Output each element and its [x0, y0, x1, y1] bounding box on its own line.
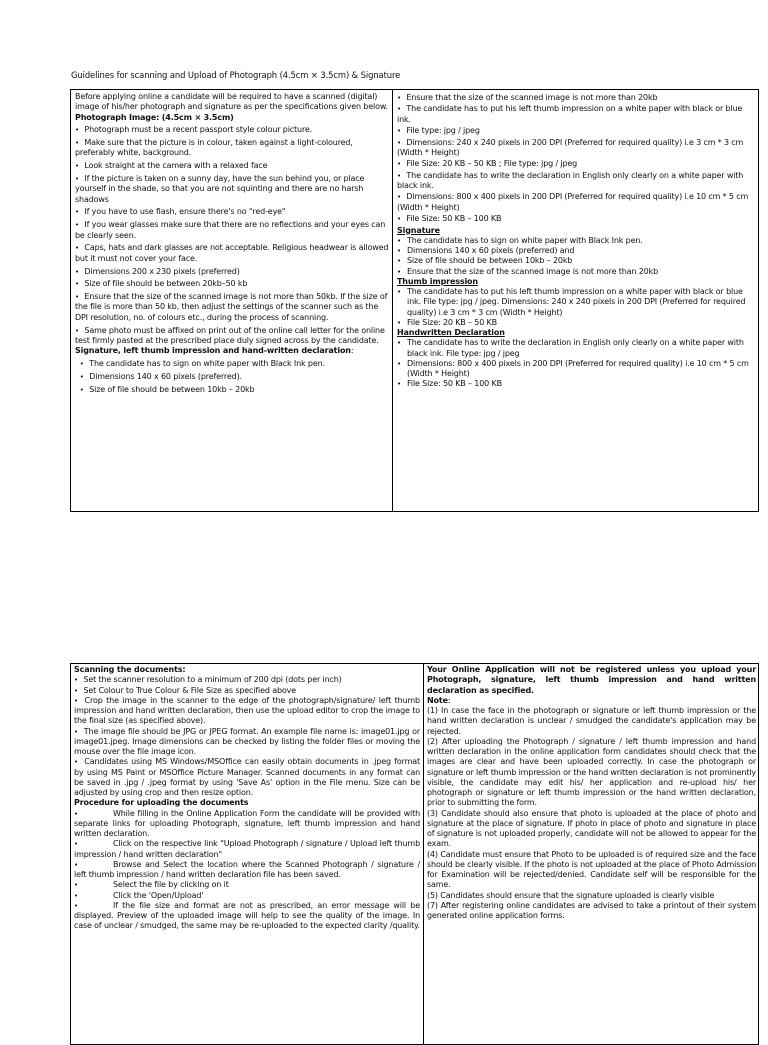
bullet-icon: • — [75, 293, 79, 302]
signature-subheading: Signature — [397, 225, 440, 235]
bullet-icon: • — [74, 891, 78, 900]
photo-spec-cell — [71, 90, 393, 511]
list-item: • The candidate has to put his left thumb impression on a white paper with black or blue ink. — [397, 104, 743, 124]
bullet-icon: • — [79, 385, 84, 394]
bullet-icon: • — [74, 901, 78, 910]
bullet-icon: • — [74, 860, 78, 869]
list-item: • Caps, hats and dark glasses are not acceptable. Religious headwear is allowed but it must not cover your face. — [75, 243, 389, 263]
list-item: • Ensure that the size of the scanned image is not more than 20kb — [397, 266, 659, 276]
scanning-heading: Scanning the documents: — [74, 665, 186, 674]
note-item: (7) After registering online candidates are advised to take a printout of their system generated online application forms. — [427, 900, 756, 920]
bullet-icon: • — [397, 160, 401, 169]
list-item: • If the file size and format are not as prescribed, an error message will be displayed. Preview of the uploaded image will help to see the quality of the image. In case of unclear / smudged, the same may be re-uploaded to the expected clarity /quality. — [74, 900, 420, 931]
list-item: • Crop the image in the scanner to the edge of the photograph/signature/ left thumb impression and hand written declaration, then use the upload editor to crop the image to the final size (as specified above). — [74, 695, 420, 726]
list-item: • The candidate has to write the declaration in English only clearly on a white paper with black ink. — [397, 170, 744, 190]
bullet-icon: • — [75, 221, 79, 230]
list-item: • Make sure that the picture is in colour, taken against a light-coloured, preferably white, background. — [75, 138, 353, 158]
list-item: • Size of file should be between 10kb – 20kb — [397, 256, 573, 266]
bullet-icon: • — [75, 244, 79, 253]
list-item: • The candidate has to write the declaration in English only clearly on a white paper with black ink. File type: jpg / jpeg — [397, 338, 744, 358]
photo-list — [75, 125, 389, 346]
bullet-icon: • — [75, 267, 79, 276]
list-item: • Size of file should be between 10kb – 20kb — [79, 384, 255, 394]
list-item: • Dimensions 140 x 60 pixels (preferred). — [79, 371, 242, 381]
bullet-icon: • — [79, 359, 84, 368]
bullet-icon: • — [397, 215, 401, 224]
list-item: • If you have to use flash, ensure there's no "red-eye" — [75, 207, 286, 217]
list-item: • Click the 'Open/Upload' — [74, 890, 204, 900]
list-item: • Set Colour to True Colour & File Size as specified above — [74, 685, 296, 695]
list-item: • Photograph must be a recent passport style colour picture. — [75, 125, 313, 135]
note-label: Note: — [427, 695, 451, 705]
list-item: • Same photo must be affixed on print out of the online call letter for the online test firmly pasted at the prescribed place duly signed across by the candidate. — [75, 325, 385, 345]
bullet-icon: • — [74, 696, 78, 705]
list-item: • File Size: 50 KB – 100 KB — [397, 214, 502, 224]
bullet-icon: • — [75, 162, 79, 171]
list-item: • File Size: 20 KB – 50 KB ; File type: jpg / jpeg — [397, 159, 578, 169]
bullet-icon: • — [397, 318, 401, 327]
bullet-icon: • — [397, 171, 401, 180]
bullet-icon: • — [74, 758, 78, 767]
list-item: • File Size: 20 KB – 50 KB — [397, 317, 497, 327]
list-item: • Ensure that the size of the scanned image is not more than 50kb. If the size of the file is more than 50 kb, then adjust the settings of the scanner such as the DPI resolution, no. of colours etc., during the process of scanning. — [75, 292, 388, 322]
list-item: • Size of file should be between 20kb–50 kb — [75, 279, 248, 289]
bullet-icon: • — [74, 727, 78, 736]
thumb-decl-list — [397, 93, 755, 224]
list-item: • The candidate has to sign on white paper with Black Ink pen. — [397, 235, 643, 245]
bullet-icon: • — [75, 208, 79, 217]
bullet-icon: • — [397, 94, 401, 102]
declaration-subheading: Handwritten Declaration — [397, 328, 505, 337]
bullet-icon: • — [397, 138, 401, 147]
list-item: • The candidate has to sign on white paper with Black Ink pen. — [79, 358, 325, 368]
bullet-icon: • — [74, 686, 78, 695]
procedure-table — [70, 663, 759, 1045]
bullet-icon: • — [397, 359, 401, 368]
bullet-icon: • — [75, 175, 79, 184]
bullet-icon: • — [397, 339, 401, 348]
list-item: • Select the file by clicking on it — [74, 880, 229, 890]
bullet-icon: • — [79, 372, 84, 381]
bullet-icon: • — [397, 380, 401, 389]
note-item: (1) In case the face in the photograph or signature or left thumb impression or the hand written declaration is unclear / smudged the candidate's application may be rejected. — [427, 706, 756, 736]
document-title: Guidelines for scanning and Upload of Photograph (4.5cm × 3.5cm) & Signature — [71, 70, 401, 80]
list-item: • File type: jpg / jpeg — [397, 126, 480, 136]
specifications-table — [70, 89, 759, 512]
note-item: (5) Candidates should ensure that the signature uploaded is clearly visible — [427, 890, 715, 900]
list-item: • Ensure that the size of the scanned image is not more than 20kb — [397, 93, 658, 102]
procedure-heading: Procedure for uploading the documents — [74, 798, 249, 808]
list-item: • Dimensions: 240 x 240 pixels in 200 DPI (Preferred for required quality) i.e 3 cm * 3 cm (Width * Height) — [397, 137, 744, 157]
notes-cell — [424, 664, 758, 1044]
thumb-subheading: Thumb impression — [397, 276, 478, 286]
list-item: • Candidates using MS Windows/MSOffice can easily obtain documents in .jpeg format by using MS Paint or MSOffice Picture Manager. Scanned documents in any format can be saved in .jpg / .jpeg format by using 'Save As' option in the File menu. Size can be adjusted by using crop and then resize option. — [74, 757, 420, 797]
scanning-cell — [71, 664, 424, 1044]
list-item: • Browse and Select the location where the Scanned Photograph / signature / left thumb impression / hand written declaration file has been saved. — [74, 859, 420, 879]
list-item: • Dimensions 200 x 230 pixels (preferred) — [75, 266, 240, 276]
list-item: • The image file should be JPG or JPEG format. An example file name is: image01.jpg or image01.jpeg. Image dimensions can be checked by listing the folder files or moving the mouse over the file image icon. — [74, 726, 420, 756]
signature-heading: Signature, left thumb impression and hand-written declaration: — [75, 346, 354, 356]
signature-list — [75, 359, 389, 395]
list-item: • If the picture is taken on a sunny day, have the sun behind you, or place yourself in the shade, so that you are not squinting and there are no harsh shadows — [75, 174, 365, 204]
bullet-icon: • — [397, 105, 401, 114]
photo-heading: Photograph Image: (4.5cm × 3.5cm) — [75, 112, 234, 122]
bullet-icon: • — [397, 127, 401, 136]
bullet-icon: • — [397, 257, 401, 266]
upload-spec-cell — [393, 90, 758, 511]
bullet-icon: • — [397, 288, 401, 296]
list-item: • Click on the respective link "Upload Photograph / signature / Upload left thumb impression / hand written declaration" — [74, 839, 420, 859]
bullet-icon: • — [75, 280, 79, 289]
intro-text: Before applying online a candidate will be required to have a scanned (digital) image of his/her photograph and signature as per the specifications given below. — [75, 92, 388, 112]
bullet-icon: • — [75, 139, 79, 148]
list-item: • While filling in the Online Application Form the candidate will be provided with separate links for uploading Photograph, signature, left thumb impression and hand written declaration. — [74, 808, 420, 838]
list-item: • If you wear glasses make sure that there are no reflections and your eyes can be clearly seen. — [75, 220, 386, 240]
bullet-icon: • — [74, 881, 78, 890]
bullet-icon: • — [74, 809, 78, 818]
list-item: • Dimensions 140 x 60 pixels (preferred) and — [397, 246, 575, 255]
list-item: • Set the scanner resolution to a minimum of 200 dpi (dots per inch) — [74, 675, 342, 685]
bullet-icon: • — [397, 193, 401, 202]
list-item: • Look straight at the camera with a relaxed face — [75, 161, 268, 171]
bullet-icon: • — [397, 236, 401, 245]
bullet-icon: • — [397, 267, 401, 276]
note-item: (2) After uploading the Photograph / signature / left thumb impression and hand written declaration in the online application form candidates should check that the images are clear and have been uploaded correctly. In case the photograph or signature or left thumb impression or the hand written declaration is not prominently visible, the candidate may edit his/ her application and re-upload his/ her photograph or signature or left thumb impression or the hand written declaration, prior to submitting the form. — [427, 736, 756, 808]
list-item: • The candidate has to put his left thumb impression on a white paper with black or blue ink. File type: jpg / jpeg. Dimensions: 240 x 240 pixels in 200 DPI (Preferred for required quality) i.e 3 cm * 3 cm (Width * Height) — [397, 287, 746, 317]
bullet-icon: • — [74, 676, 78, 685]
note-item: (4) Candidate must ensure that Photo to be uploaded is of required size and the face should be clearly visible. If the photo is not uploaded at the place of Photo Admission for Examination will be rejected/denied. Candidate self will be responsible for the same. — [427, 849, 756, 890]
bullet-icon: • — [397, 247, 401, 255]
registration-warning: Your Online Application will not be registered unless you upload your Photograph, signature, left thumb impression and hand written declaration as specified. — [427, 665, 756, 695]
bullet-icon: • — [74, 840, 78, 849]
bullet-icon: • — [75, 126, 79, 135]
note-item: (3) Candidate should also ensure that photo is uploaded at the place of photo and signature at the place of signature. If photo in place of photo and signature in place of signature is not uploaded properly, candidate will not be allowed to appear for the exam. — [427, 808, 756, 849]
list-item: • Dimensions: 800 x 400 pixels in 200 DPI (Preferred for required quality) i.e 10 cm * 5 cm (Width * Height) — [397, 358, 749, 378]
bullet-icon: • — [75, 326, 79, 335]
list-item: • Dimensions: 800 x 400 pixels in 200 DPI (Preferred for required quality) i.e 10 cm * 5 cm (Width * Height) — [397, 192, 749, 212]
list-item: • File Size: 50 KB – 100 KB — [397, 379, 502, 389]
